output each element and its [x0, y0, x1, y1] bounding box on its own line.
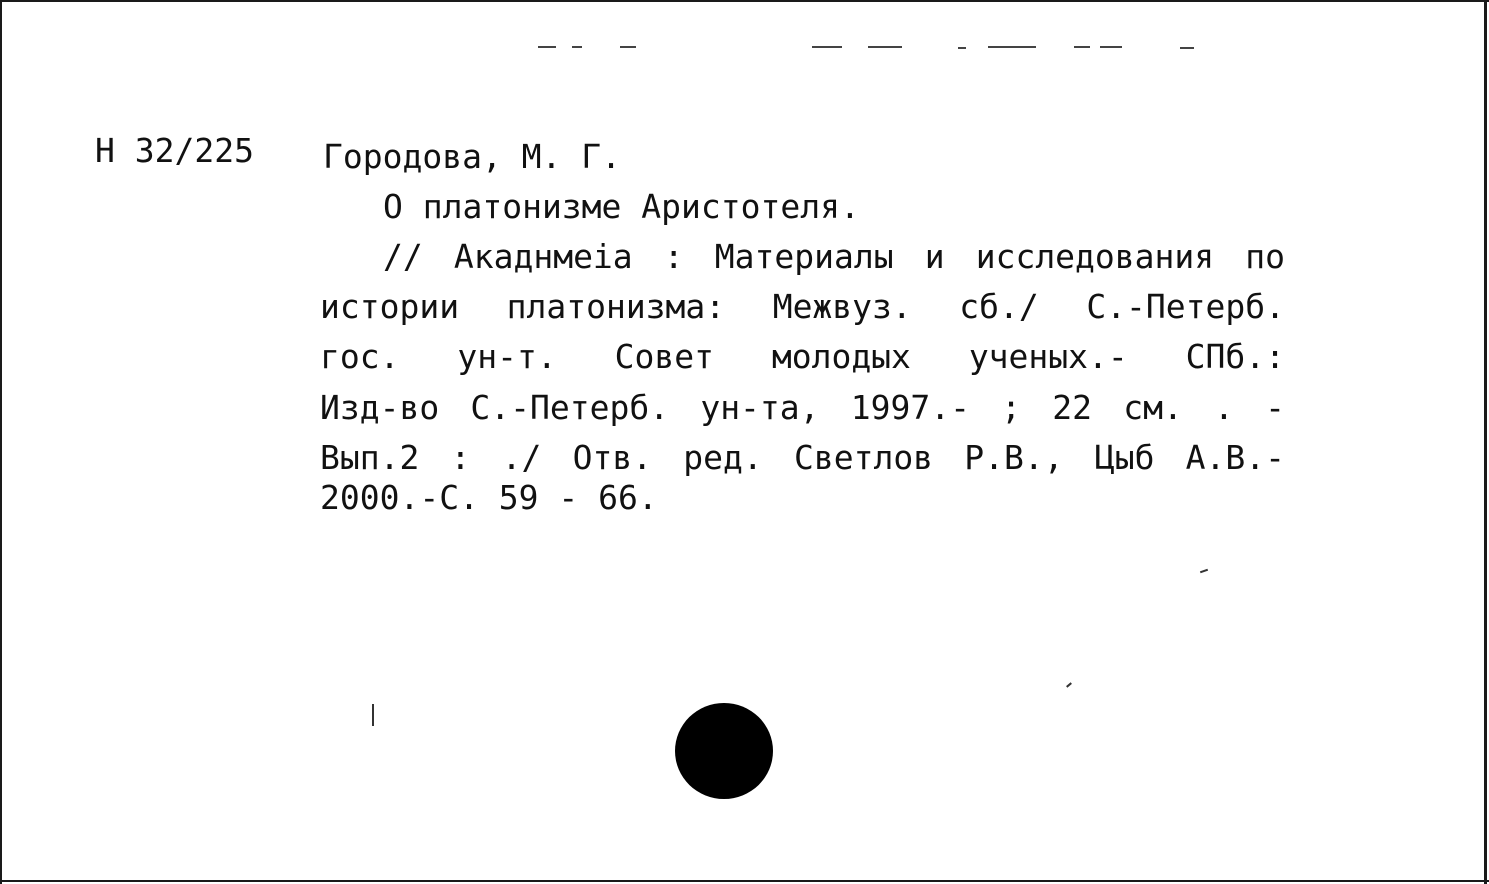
- scan-mark: [988, 46, 1036, 48]
- entry-line: гос. ун-т. Совет молодых ученых.- СПб.:: [320, 337, 1285, 376]
- scan-speck: [1200, 569, 1208, 574]
- entry-line: 2000.-С. 59 - 66.: [320, 478, 658, 517]
- card-left-edge: [0, 0, 2, 884]
- card-right-edge: [1484, 0, 1487, 884]
- scan-speck: [1066, 682, 1072, 687]
- scan-mark: [1074, 46, 1090, 48]
- scan-mark: [958, 47, 966, 49]
- scan-mark: [572, 46, 582, 48]
- punch-hole: [675, 703, 773, 799]
- title: О платонизме Аристотеля.: [383, 187, 860, 226]
- call-number: Н 32/225: [95, 131, 254, 170]
- scan-mark: [538, 46, 556, 48]
- entry-line: Изд-во С.-Петерб. ун-та, 1997.- ; 22 см. . -: [320, 388, 1285, 427]
- entry-line: // Акаднмеia : Материалы и исследования по: [383, 237, 1285, 276]
- card-bottom-edge: [0, 880, 1489, 882]
- scan-speck: [372, 704, 374, 726]
- scan-mark: [620, 46, 636, 48]
- scan-mark: [812, 46, 842, 48]
- scan-mark: [868, 46, 902, 48]
- entry-line: истории платонизма: Межвуз. сб./ С.-Петерб.: [320, 287, 1285, 326]
- entry-line: Вып.2 : ./ Отв. ред. Светлов Р.В., Цыб А.В.-: [320, 438, 1285, 477]
- card-top-edge: [0, 0, 1489, 2]
- scan-mark: [1100, 46, 1122, 48]
- author: Городова, М. Г.: [323, 137, 622, 176]
- scan-mark: [1180, 47, 1194, 49]
